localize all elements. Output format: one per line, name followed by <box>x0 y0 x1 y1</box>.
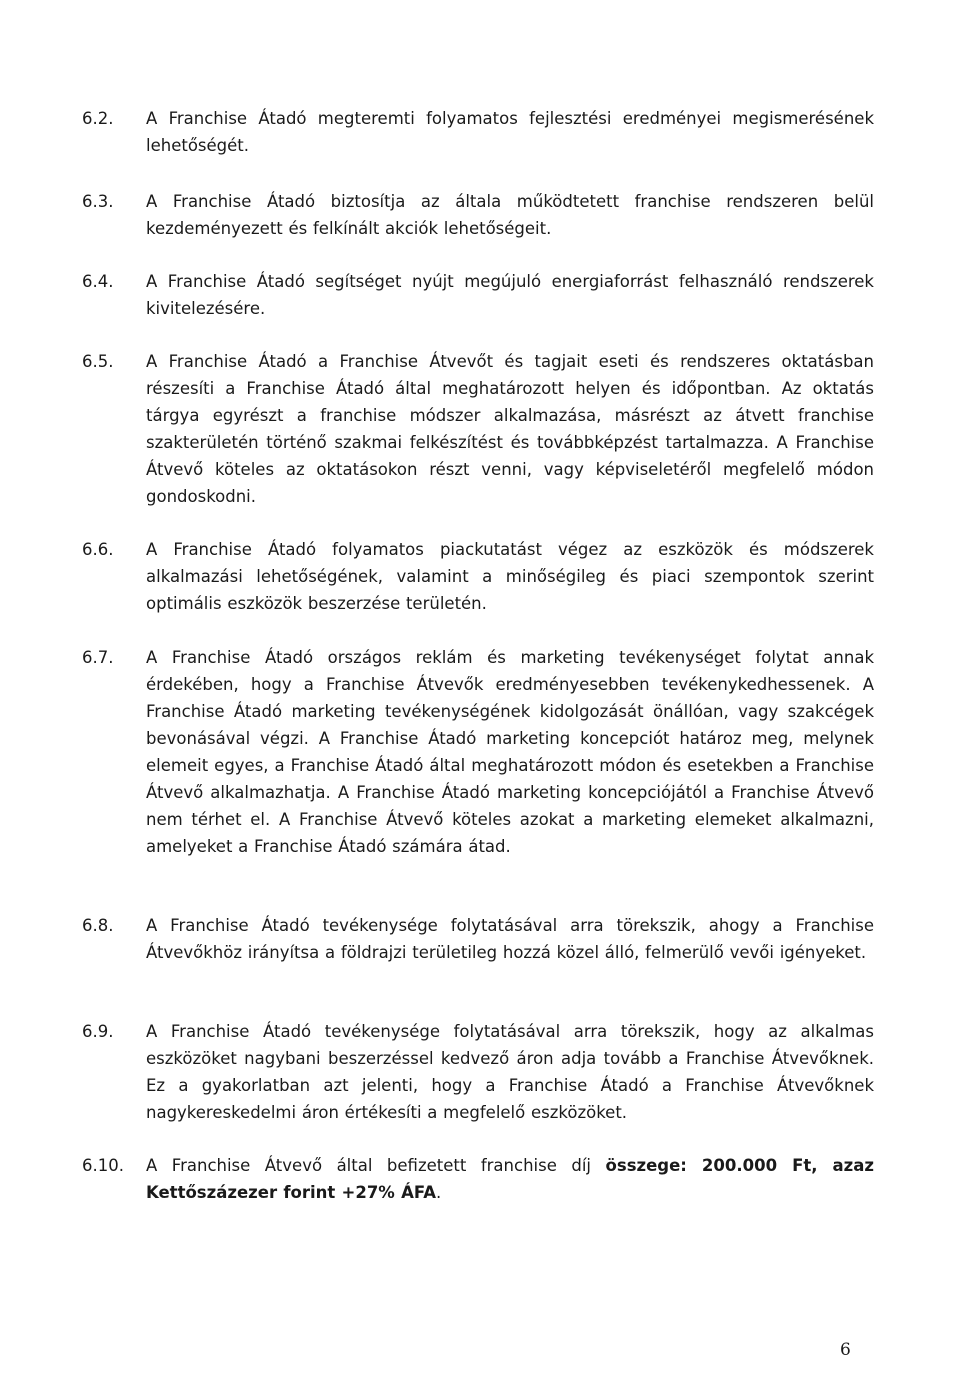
clause-text: A Franchise Átadó országos reklám és marketing tevékenységet folytat annak érdekében, hogy a Franchise Átvevők eredményesebben tevékenykedhessenek. A Franchise Átadó marketing tevékenységének kidolgozását önállóan, vagy szakcégek bevonásával végzi. A Franchise Átadó marketing koncepciót határoz meg, melynek elemeit egyes, a Franchise Átadó által meghatározott módon és esetekben a Franchise Átvevő alkalmazhatja. A Franchise Átadó marketing koncepciójától a Franchise Átvevő nem térhet el. A Franchise Átvevő köteles azokat a marketing elemeket alkalmazni, amelyeket a Franchise Átadó számára átad. <box>146 648 874 856</box>
clause-text: A Franchise Átadó segítséget nyújt megújuló energiaforrást felhasználó rendszerek kivitelezésére. <box>146 272 874 318</box>
clause-6-7 <box>82 644 874 860</box>
fee-amount-bold: összege: 200.000 Ft, azaz Kettőszázezer forint +27% ÁFA <box>146 1156 874 1202</box>
page-number: 6 <box>840 1340 851 1360</box>
clause-number: 6.8. <box>82 916 114 935</box>
clause-number: 6.3. <box>82 192 114 211</box>
clause-6-10 <box>82 1152 874 1206</box>
clause-6-3 <box>82 188 874 242</box>
clause-number: 6.10. <box>82 1156 124 1175</box>
clause-6-2 <box>82 105 874 159</box>
clause-text: A Franchise Átadó biztosítja az általa működtetett franchise rendszeren belül kezdeményezett és felkínált akciók lehetőségeit. <box>146 192 874 238</box>
clause-text <box>146 1152 874 1206</box>
clause-number: 6.2. <box>82 109 114 128</box>
clause-number: 6.7. <box>82 648 114 667</box>
clause-text: A Franchise Átadó folyamatos piackutatást végez az eszközök és módszerek alkalmazási lehetőségének, valamint a minőségileg és piaci szempontok szerint optimális eszközök beszerzése területén. <box>146 540 874 613</box>
clause-text-plain: A Franchise Átvevő által befizetett franchise díj <box>146 1156 606 1175</box>
clause-number: 6.5. <box>82 352 114 371</box>
clause-text: A Franchise Átadó tevékenysége folytatásával arra törekszik, ahogy a Franchise Átvevőkhöz irányítsa a földrajzi területileg hozzá közel álló, felmerülő vevői igényeket. <box>146 916 874 962</box>
clause-text: A Franchise Átadó tevékenysége folytatásával arra törekszik, hogy az alkalmas eszközöket nagybani beszerzéssel kedvező áron adja tovább a Franchise Átvevőknek. Ez a gyakorlatban azt jelenti, hogy a Franchise Átadó a Franchise Átvevőknek nagykereskedelmi áron értékesíti a megfelelő eszközöket. <box>146 1022 874 1122</box>
clause-6-8 <box>82 912 874 966</box>
clause-text: A Franchise Átadó a Franchise Átvevőt és tagjait eseti és rendszeres oktatásban részesíti a Franchise Átadó által meghatározott helyen és időpontban. Az oktatás tárgya egyrészt a franchise módszer alkalmazása, másrészt az átvett franchise szakterületén történő szakmai felkészítést és továbbképzést tartalmazza. A Franchise Átvevő köteles az oktatásokon részt venni, vagy képviseletéről megfelelő módon gondoskodni. <box>146 352 874 506</box>
clause-number: 6.9. <box>82 1022 114 1041</box>
clause-number: 6.6. <box>82 540 114 559</box>
clause-text-end: . <box>436 1183 442 1202</box>
clause-text: A Franchise Átadó megteremti folyamatos fejlesztési eredményei megismerésének lehetőségét. <box>146 109 874 155</box>
clause-6-9 <box>82 1018 874 1126</box>
clause-6-5 <box>82 348 874 510</box>
clause-6-6 <box>82 536 874 617</box>
clause-number: 6.4. <box>82 272 114 291</box>
clause-6-4 <box>82 268 874 322</box>
